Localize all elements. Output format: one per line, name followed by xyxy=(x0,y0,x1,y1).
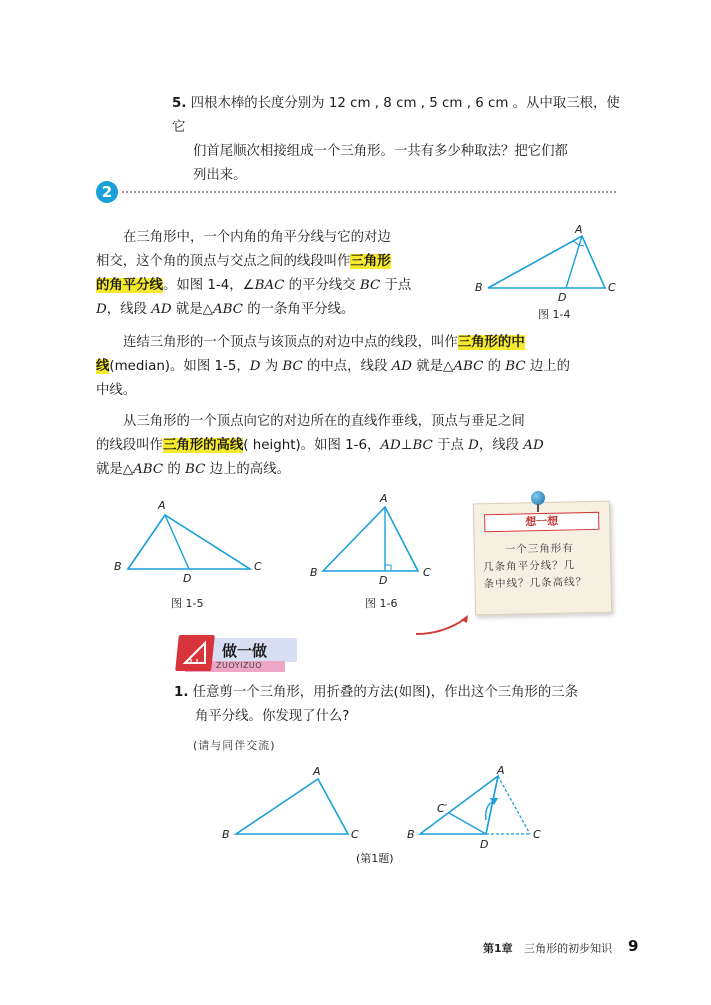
triangle xyxy=(236,779,348,834)
exercise-1 xyxy=(174,681,624,729)
activity-pinyin: ZUOYIZUO xyxy=(216,661,263,670)
paragraph-angle-bisector: 在三角形中，一个内角的角平分线与它的对边 相交，这个角的顶点与交点之间的线段叫作三角形 的角平分线。如图 1-4，∠BAC 的平分线交 BC 于点 D，线段 AD 就是△ABC 的一条角平分线。 xyxy=(96,230,412,317)
term-angle-bisector: 三角形 xyxy=(350,254,391,269)
page-number: 9 xyxy=(628,937,639,955)
vertex-label-a: A xyxy=(313,765,321,778)
fold-line xyxy=(486,776,498,834)
paragraph-altitude: 从三角形的一个顶点向它的对边所在的直线作垂线，顶点与垂足之间 的线段叫作三角形的高线( height)。如图 1-6，AD⊥BC 于点 D，线段 AD 就是△ABC 的 BC 边上的高线。 xyxy=(96,414,544,477)
right-angle-mark xyxy=(385,565,391,571)
vertex-label-b: B xyxy=(222,828,230,841)
ruler-icon xyxy=(181,639,211,667)
term-median: 三角形的中 xyxy=(457,335,525,350)
figure-caption: 图 1-4 xyxy=(538,308,571,321)
exercise-number: 1. xyxy=(174,685,189,700)
pushpin-needle xyxy=(537,504,539,512)
think-note-title: 想一想 xyxy=(484,512,599,532)
exercise-text: 四根木棒的长度分别为 12 cm , 8 cm , 5 cm , 6 cm 。从中取三根，使它 xyxy=(172,96,620,135)
point-label-c-prime: C′ xyxy=(437,802,448,815)
exercise-text: 列出来。 xyxy=(193,168,247,183)
point-label-d: D xyxy=(480,838,489,851)
folded-edge xyxy=(449,813,486,834)
vertex-label-b: B xyxy=(475,281,483,294)
vertex-label-c: C xyxy=(533,828,541,841)
vertex-label-c: C xyxy=(423,566,431,579)
vertex-label-c: C xyxy=(608,281,616,294)
exercise-figure-folded xyxy=(404,762,554,854)
footer-title: 三角形的初步知识 xyxy=(524,942,613,955)
figure-1-5 xyxy=(110,495,270,585)
vertex-label-a: A xyxy=(158,499,166,512)
point-label-d: D xyxy=(183,572,192,585)
figure-caption: 图 1-6 xyxy=(365,597,398,610)
vertex-label-b: B xyxy=(407,828,415,841)
footer-chapter: 第1章 xyxy=(483,942,513,955)
vertex-label-a: A xyxy=(380,492,388,505)
paragraph-median: 连结三角形的一个顶点与该顶点的对边中点的线段，叫作三角形的中 线(median)。如图 1-5，D 为 BC 的中点，线段 AD 就是△ABC 的 BC 边上的 中线。 xyxy=(96,335,571,398)
exercise-text: 们首尾顺次相接组成一个三角形。一共有多少种取法？把它们都 xyxy=(193,144,568,159)
think-note xyxy=(473,501,612,616)
vertex-label-b: B xyxy=(310,566,318,579)
term-altitude: 三角形的高线 xyxy=(162,438,244,453)
curved-arrow-icon xyxy=(412,612,474,640)
think-note-text: 一个三角形有 几条角平分线？几 条中线？几条高线？ xyxy=(483,542,588,591)
vertex-label-c: C xyxy=(351,828,359,841)
dashed-edge xyxy=(498,776,530,834)
point-label-d: D xyxy=(379,574,388,587)
figure-caption: 图 1-5 xyxy=(171,597,204,610)
term-angle-bisector: 的角平分线 xyxy=(96,278,163,293)
exercise-figure-triangle xyxy=(218,762,368,844)
triangle xyxy=(323,507,418,571)
vertex-label-a: A xyxy=(497,764,505,777)
exercise-note: (请与同伴交流) xyxy=(193,739,276,752)
exercise-text: 任意剪一个三角形，用折叠的方法(如图)，作出这个三角形的三条 xyxy=(192,685,579,700)
triangle xyxy=(488,236,605,288)
angle-mark xyxy=(573,241,578,245)
activity-title: 做一做 xyxy=(222,642,268,660)
point-label-d: D xyxy=(558,291,567,304)
figure-caption: (第1题) xyxy=(356,852,394,865)
vertex-label-c: C xyxy=(254,560,262,573)
term-median: 线 xyxy=(96,359,110,374)
triangle-base xyxy=(420,776,498,834)
vertex-label-b: B xyxy=(114,560,122,573)
exercise-5 xyxy=(172,92,632,188)
pushpin-icon xyxy=(531,491,545,505)
vertex-label-a: A xyxy=(575,223,583,236)
figure-1-6 xyxy=(305,490,440,588)
exercise-text: 角平分线。你发现了什么? xyxy=(195,709,350,724)
triangle xyxy=(128,515,250,569)
footer xyxy=(483,940,612,956)
section-badge: 2 xyxy=(96,181,118,203)
exercise-number: 5. xyxy=(172,96,187,111)
section-divider xyxy=(122,191,616,193)
